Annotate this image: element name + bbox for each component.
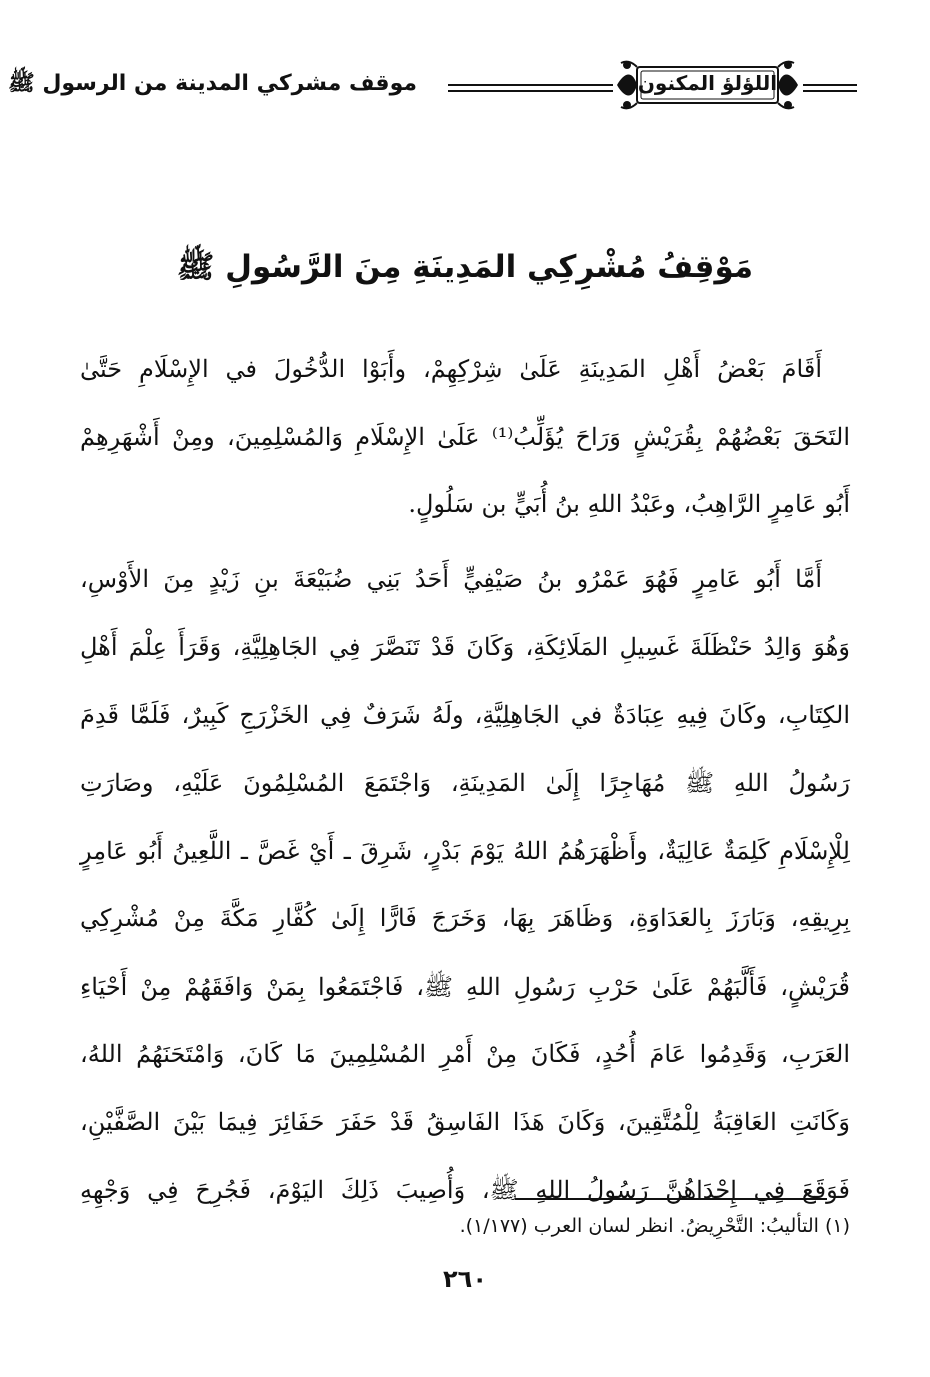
book-title: اللؤلؤ المكنون	[637, 71, 778, 95]
page-number: ٢٦٠	[443, 1265, 487, 1293]
running-header	[8, 55, 857, 115]
footnote-separator	[515, 1198, 827, 1200]
header-rule-right	[803, 84, 857, 92]
footnote: (١) التأليبُ: التَّحْرِيضُ. انظر لسان العرب (١/١٧٧).	[459, 1215, 850, 1237]
book-title-emblem	[615, 57, 800, 113]
running-title: موقف مشركي المدينة من الرسول ﷺ	[8, 71, 417, 96]
chapter-title: مَوْقِفُ مُشْرِكِي المَدِينَةِ مِنَ الرَّسُولِ ﷺ	[176, 249, 754, 285]
header-rule-left	[448, 84, 613, 92]
